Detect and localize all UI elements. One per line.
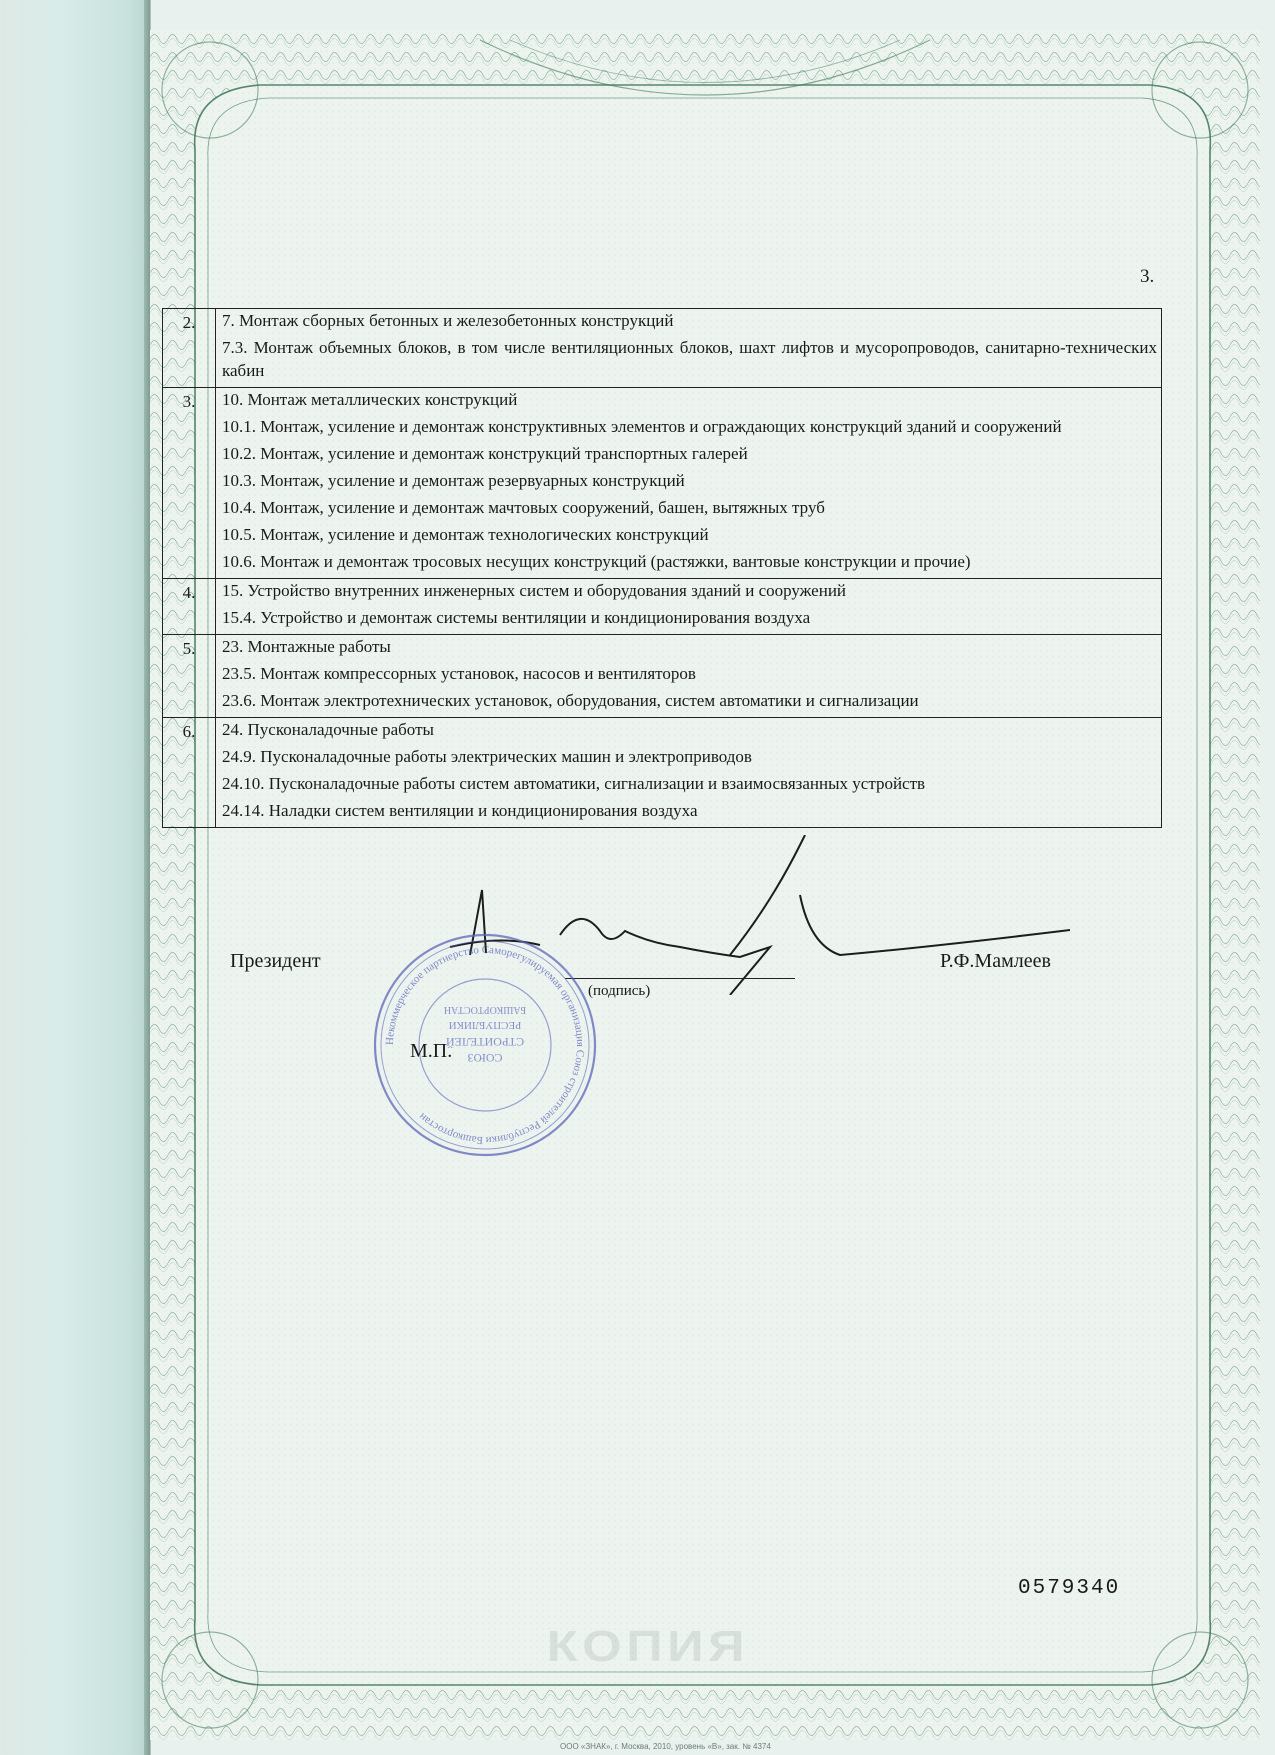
work-item: 10.3. Монтаж, усиление и демонтаж резервуарных конструкций	[222, 471, 685, 490]
row-works	[216, 579, 1162, 635]
work-item: 24.10. Пусконаладочные работы систем автоматики, сигнализации и взаимосвязанных устройств	[222, 774, 926, 793]
work-item: 15.4. Устройство и демонтаж системы вентиляции и кондиционирования воздуха	[222, 608, 811, 627]
work-group-title: 7. Монтаж сборных бетонных и железобетонных конструкций	[222, 311, 674, 330]
work-item: 10.2. Монтаж, усиление и демонтаж конструкций транспортных галерей	[222, 444, 748, 463]
copy-watermark: КОПИЯ	[546, 1622, 750, 1671]
work-item: 7.3. Монтаж объемных блоков, в том числе вентиляционных блоков, шахт лифтов и мусоропроводов, санитарно-технических кабин	[222, 338, 1157, 380]
left-page-edge	[0, 0, 151, 1755]
svg-text:Некоммерческое партнерство Сам: Некоммерческое партнерство Саморегулируемая организация Союз строителей Республики Башкортостан	[383, 943, 587, 1147]
serial-number: 0579340	[1018, 1577, 1121, 1600]
table-row	[163, 388, 1162, 579]
row-works	[216, 309, 1162, 388]
work-item: 10.4. Монтаж, усиление и демонтаж мачтовых сооружений, башен, вытяжных труб	[222, 498, 825, 517]
row-number: 4.	[163, 579, 216, 635]
work-item: 23.5. Монтаж компрессорных установок, насосов и вентиляторов	[222, 664, 696, 683]
svg-text:РЕСПУБЛИКИ: РЕСПУБЛИКИ	[448, 1019, 522, 1031]
work-item: 23.6. Монтаж электротехнических установок, оборудования, систем автоматики и сигнализации	[222, 691, 919, 710]
work-group-title: 23. Монтажные работы	[222, 637, 391, 656]
work-group-title: 24. Пусконаладочные работы	[222, 720, 434, 739]
signer-name: Р.Ф.Мамлеев	[940, 950, 1051, 972]
row-works	[216, 718, 1162, 828]
row-number: 3.	[163, 388, 216, 579]
row-number: 2.	[163, 309, 216, 388]
president-label: Президент	[230, 950, 321, 972]
table-row	[163, 579, 1162, 635]
seal-label: М.П.	[410, 1040, 453, 1062]
svg-text:БАШКОРТОСТАН: БАШКОРТОСТАН	[443, 1004, 527, 1015]
row-works	[216, 388, 1162, 579]
table-row	[163, 718, 1162, 828]
row-number: 6.	[163, 718, 216, 828]
work-item: 24.9. Пусконаладочные работы электрических машин и электроприводов	[222, 747, 752, 766]
page-number: 3.	[1140, 266, 1155, 287]
row-works	[216, 635, 1162, 718]
work-group-title: 10. Монтаж металлических конструкций	[222, 390, 518, 409]
work-group-title: 15. Устройство внутренних инженерных систем и оборудования зданий и сооружений	[222, 581, 847, 600]
round-seal-stamp	[370, 930, 600, 1160]
table-row	[163, 309, 1162, 388]
signature-caption: (подпись)	[588, 983, 651, 999]
work-item: 10.5. Монтаж, усиление и демонтаж технологических конструкций	[222, 525, 709, 544]
svg-text:СОЮЗ: СОЮЗ	[467, 1051, 503, 1065]
work-item: 24.14. Наладки систем вентиляции и кондиционирования воздуха	[222, 801, 698, 820]
row-number: 5.	[163, 635, 216, 718]
work-item: 10.1. Монтаж, усиление и демонтаж конструктивных элементов и ограждающих конструкций зданий и сооружений	[222, 417, 1062, 436]
table-row	[163, 635, 1162, 718]
svg-text:СТРОИТЕЛЕЙ: СТРОИТЕЛЕЙ	[445, 1035, 525, 1049]
works-table	[162, 308, 1162, 828]
printer-imprint: ООО «ЗНАК», г. Москва, 2010, уровень «В», зак. № 4374	[560, 1742, 771, 1751]
work-item: 10.6. Монтаж и демонтаж тросовых несущих конструкций (растяжки, вантовые конструкции и прочие)	[222, 552, 971, 571]
